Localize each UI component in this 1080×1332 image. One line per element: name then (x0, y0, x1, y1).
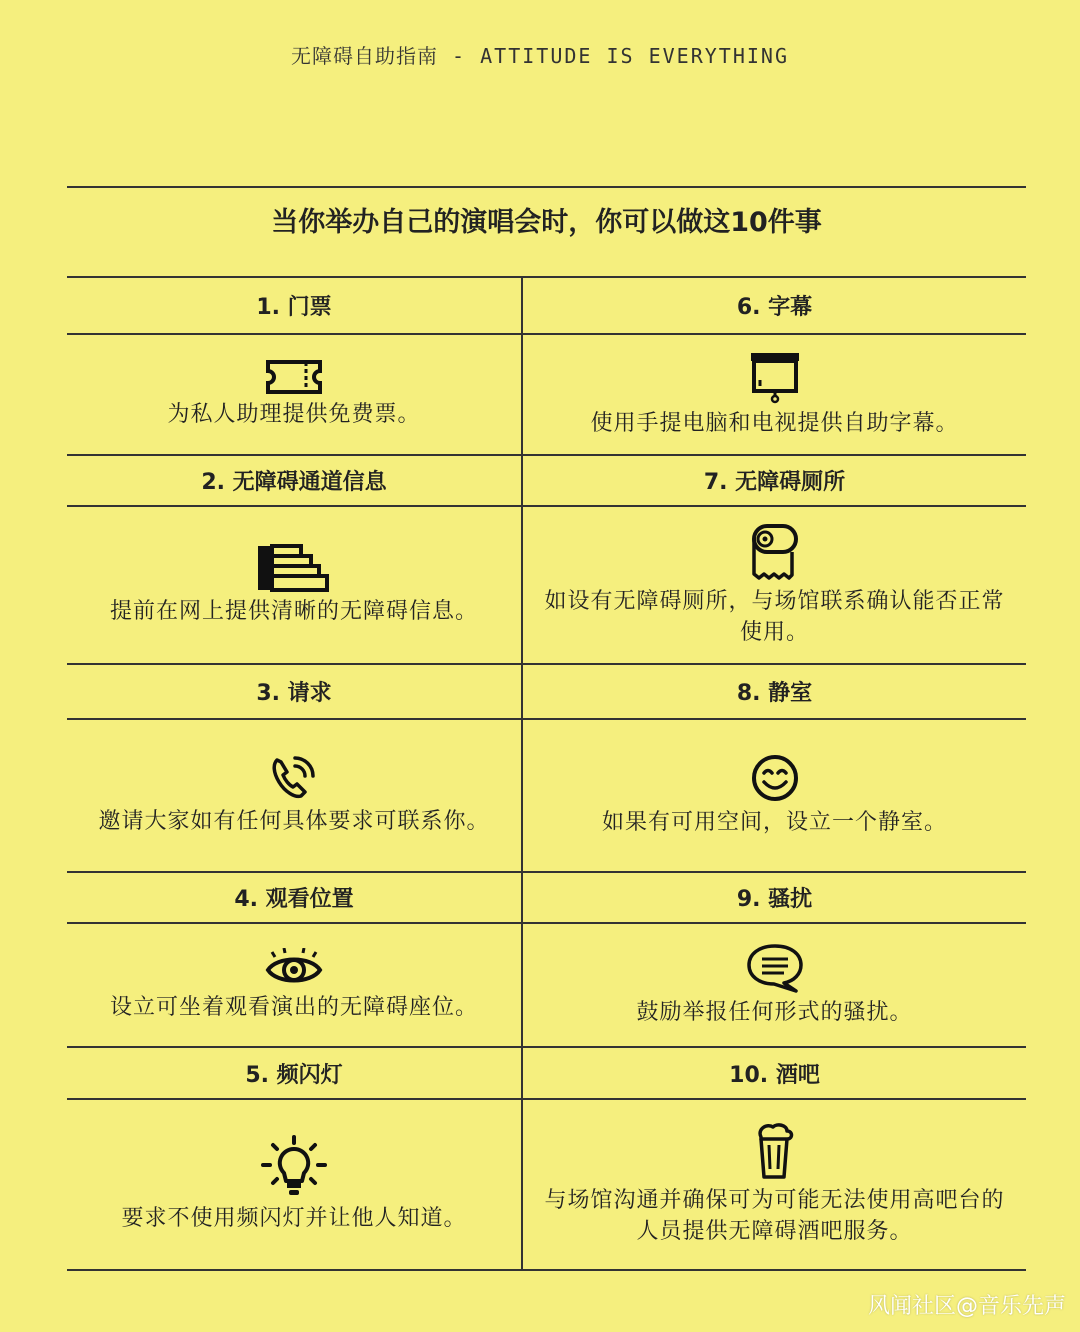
item-number: 5. (245, 1062, 269, 1088)
item-body (523, 507, 1026, 663)
table-rule (67, 1269, 1026, 1271)
item-body (523, 720, 1026, 871)
speech-bubble-icon (746, 943, 804, 993)
phone-icon (269, 754, 319, 802)
item-text: 如果有可用空间，设立一个静室。 (601, 810, 947, 835)
item-number: 4. (234, 887, 258, 912)
page-title: 当你举办自己的演唱会时，你可以做这10件事 (271, 207, 822, 238)
item-body (67, 507, 521, 663)
item-text: 使用手提电脑和电视提供自助字幕。 (590, 411, 959, 436)
item-heading (67, 456, 521, 505)
beer-icon (755, 1123, 795, 1181)
item-number: 9. (736, 887, 761, 912)
watermark: 风闻社区@音乐先声 (867, 1294, 1066, 1319)
item-text: 要求不使用频闪灯并让他人知道。 (121, 1206, 467, 1231)
item-body (523, 1100, 1026, 1269)
item-text: 与场馆沟通并确保可为可能无法使用高吧台的人员提供无障碍酒吧服务。 (544, 1187, 1005, 1244)
item-title: 静室 (768, 681, 813, 706)
lightbulb-icon (261, 1135, 327, 1199)
item-title: 频闪灯 (276, 1062, 343, 1088)
item-title: 无障碍通道信息 (232, 470, 387, 495)
item-text: 为私人助理提供免费票。 (167, 402, 421, 427)
header-sep: - (437, 44, 481, 68)
item-heading (67, 278, 521, 333)
top-rule (67, 186, 1026, 188)
item-title: 门票 (287, 295, 332, 320)
item-heading (523, 278, 1026, 333)
item-title: 酒吧 (775, 1062, 820, 1088)
item-title: 无障碍厕所 (735, 470, 846, 495)
screen-icon (748, 350, 802, 404)
item-title: 请求 (287, 681, 332, 706)
header-cn: 无障碍自助指南 (290, 44, 438, 68)
item-body (523, 924, 1026, 1046)
stairs-icon (257, 544, 331, 592)
item-number: 10. (729, 1062, 769, 1088)
item-text: 如设有无障碍厕所，与场馆联系确认能否正常使用。 (544, 589, 1005, 645)
item-heading (67, 1048, 521, 1098)
item-text: 设立可坐着观看演出的无障碍座位。 (109, 994, 478, 1020)
item-number: 7. (703, 470, 728, 495)
item-heading (67, 665, 521, 718)
item-title: 观看位置 (265, 887, 354, 912)
ticket-icon (262, 359, 326, 395)
item-number: 2. (201, 470, 225, 495)
item-body (523, 335, 1026, 454)
item-text: 鼓励举报任何形式的骚扰。 (636, 999, 913, 1025)
item-text: 提前在网上提供清晰的无障碍信息。 (109, 598, 478, 624)
item-number: 3. (256, 681, 280, 706)
item-heading (523, 456, 1026, 505)
item-body (67, 1100, 521, 1269)
smiley-icon (750, 753, 800, 803)
item-body (67, 335, 521, 454)
item-number: 6. (736, 295, 761, 320)
eye-icon (265, 948, 323, 988)
header-line (0, 40, 1080, 69)
item-number: 8. (736, 681, 761, 706)
item-heading (523, 665, 1026, 718)
toilet-paper-icon (750, 522, 800, 582)
item-number: 1. (256, 295, 280, 320)
item-title: 字幕 (768, 295, 813, 320)
item-text: 邀请大家如有任何具体要求可联系你。 (98, 809, 490, 834)
header-en: ATTITUDE IS EVERYTHING (480, 44, 790, 68)
item-heading (523, 873, 1026, 922)
item-heading (67, 873, 521, 922)
item-body (67, 924, 521, 1046)
item-body (67, 720, 521, 871)
item-heading (523, 1048, 1026, 1098)
item-title: 骚扰 (768, 887, 813, 912)
